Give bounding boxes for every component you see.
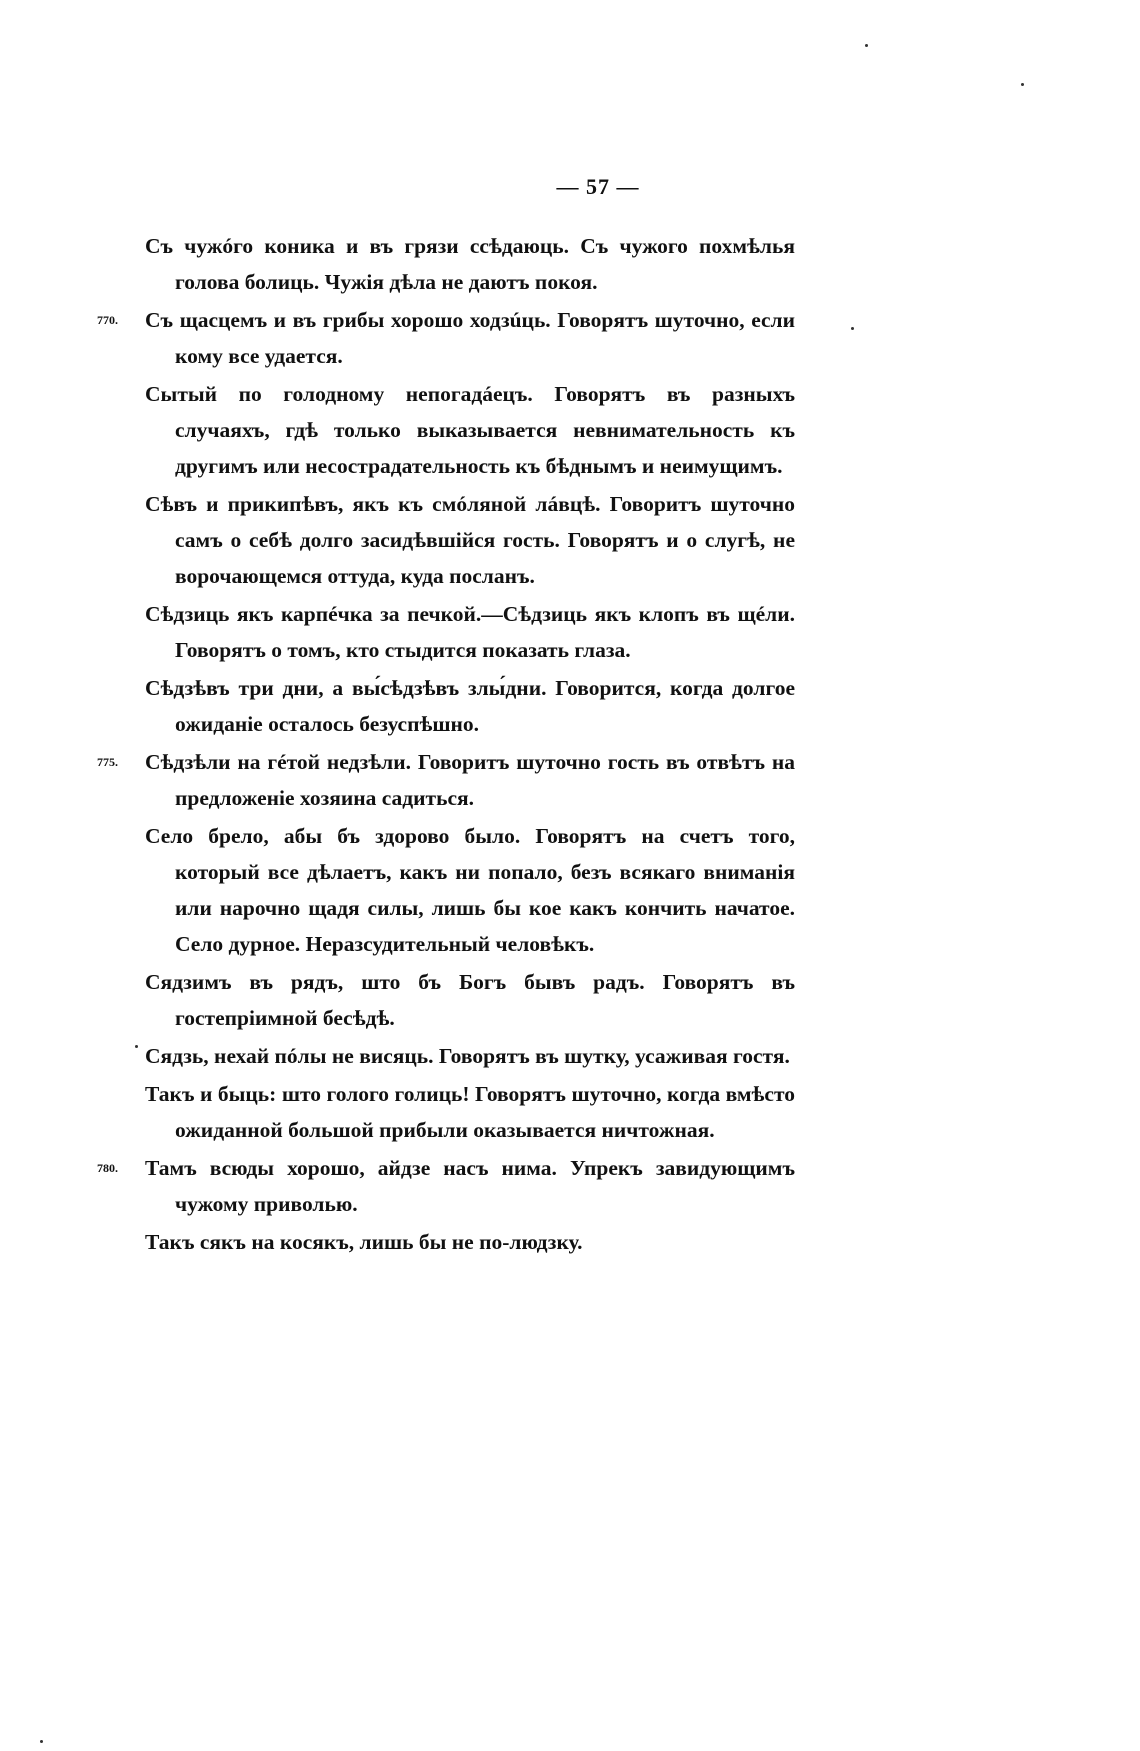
proverb-entry [145, 1076, 795, 1148]
page-number: — 57 — [556, 174, 640, 199]
scan-speck [851, 327, 854, 330]
proverb-entry [145, 376, 795, 484]
proverb-entry [145, 1038, 795, 1074]
entry-text: Сытый по голодному непогадáецъ. Говорятъ въ разныхъ случаяхъ, гдѣ только выказывается невнимательность къ другимъ или несострадательность къ бѣднымъ и неимущимъ. [145, 382, 795, 478]
proverb-entry [145, 818, 795, 962]
entry-text: Съ чужóго коника и въ грязи ссѣдаюць. Съ чужого похмѣлья голова болиць. Чужія дѣла не даютъ покоя. [145, 234, 795, 294]
entry-text: Такъ сякъ на косякъ, лишь бы не по-людзку. [145, 1230, 583, 1254]
entry-text: Съ щасцемъ и въ грибы хорошо ходзúць. Говорятъ шуточно, если кому все удается. [145, 308, 795, 368]
entry-text: Сѣдзѣли на гéтой недзѣли. Говоритъ шуточно гость въ отвѣтъ на предложеніе хозяина садиться. [145, 750, 795, 810]
proverb-entry [145, 486, 795, 594]
entry-text: Село брело, абы бъ здорово было. Говорятъ на счетъ того, который все дѣлаетъ, какъ ни попало, безъ всякаго вниманія или нарочно щадя силы, лишь бы кое какъ кончить начатое. Село дурное. Неразсудительный человѣкъ. [145, 824, 795, 956]
proverb-entry [97, 302, 795, 374]
proverb-entry [145, 964, 795, 1036]
scan-speck [1021, 83, 1024, 86]
proverb-entry [97, 744, 795, 816]
entry-text: Сѣвъ и прикипѣвъ, якъ къ смóляной лáвцѣ. Говоритъ шуточно самъ о себѣ долго засидѣвшійся гость. Говорятъ и о слугѣ, не ворочающемся оттуда, куда посланъ. [145, 492, 795, 588]
entry-text: Тамъ всюды хорошо, айдзе насъ нима. Упрекъ завидующимъ чужому приволью. [145, 1156, 795, 1216]
proverb-list [97, 228, 795, 1262]
entry-text: Такъ и быць: што голого голиць! Говорятъ шуточно, когда вмѣсто ожиданной большой прибыли оказывается ничтожная. [145, 1082, 795, 1142]
entry-text: Сѣдзѣвъ три дни, а вы́сѣдзѣвъ злы́дни. Говорится, когда долгое ожиданіе осталось безуспѣшно. [145, 676, 795, 736]
entry-text: Сѣдзиць якъ карпéчка за печкой.—Сѣдзиць якъ клопъ въ щéли. Говорятъ о томъ, кто стыдится показать глаза. [145, 602, 795, 662]
proverb-entry [145, 1224, 795, 1260]
proverb-entry [145, 228, 795, 300]
scan-speck [135, 1045, 138, 1048]
entry-text: Сядзь, нехай пóлы не висяць. Говорятъ въ шутку, усаживая гостя. [145, 1044, 790, 1068]
proverb-entry [145, 596, 795, 668]
line-number: 770. [97, 313, 118, 327]
scan-speck [40, 1740, 43, 1743]
entry-text: Сядзимъ въ рядъ, што бъ Богъ бывъ радъ. Говорятъ въ гостепріимной бесѣдѣ. [145, 970, 795, 1030]
proverb-entry [97, 1150, 795, 1222]
line-number: 780. [97, 1161, 118, 1175]
scan-speck [865, 44, 868, 47]
line-number: 775. [97, 755, 118, 769]
proverb-entry [145, 670, 795, 742]
